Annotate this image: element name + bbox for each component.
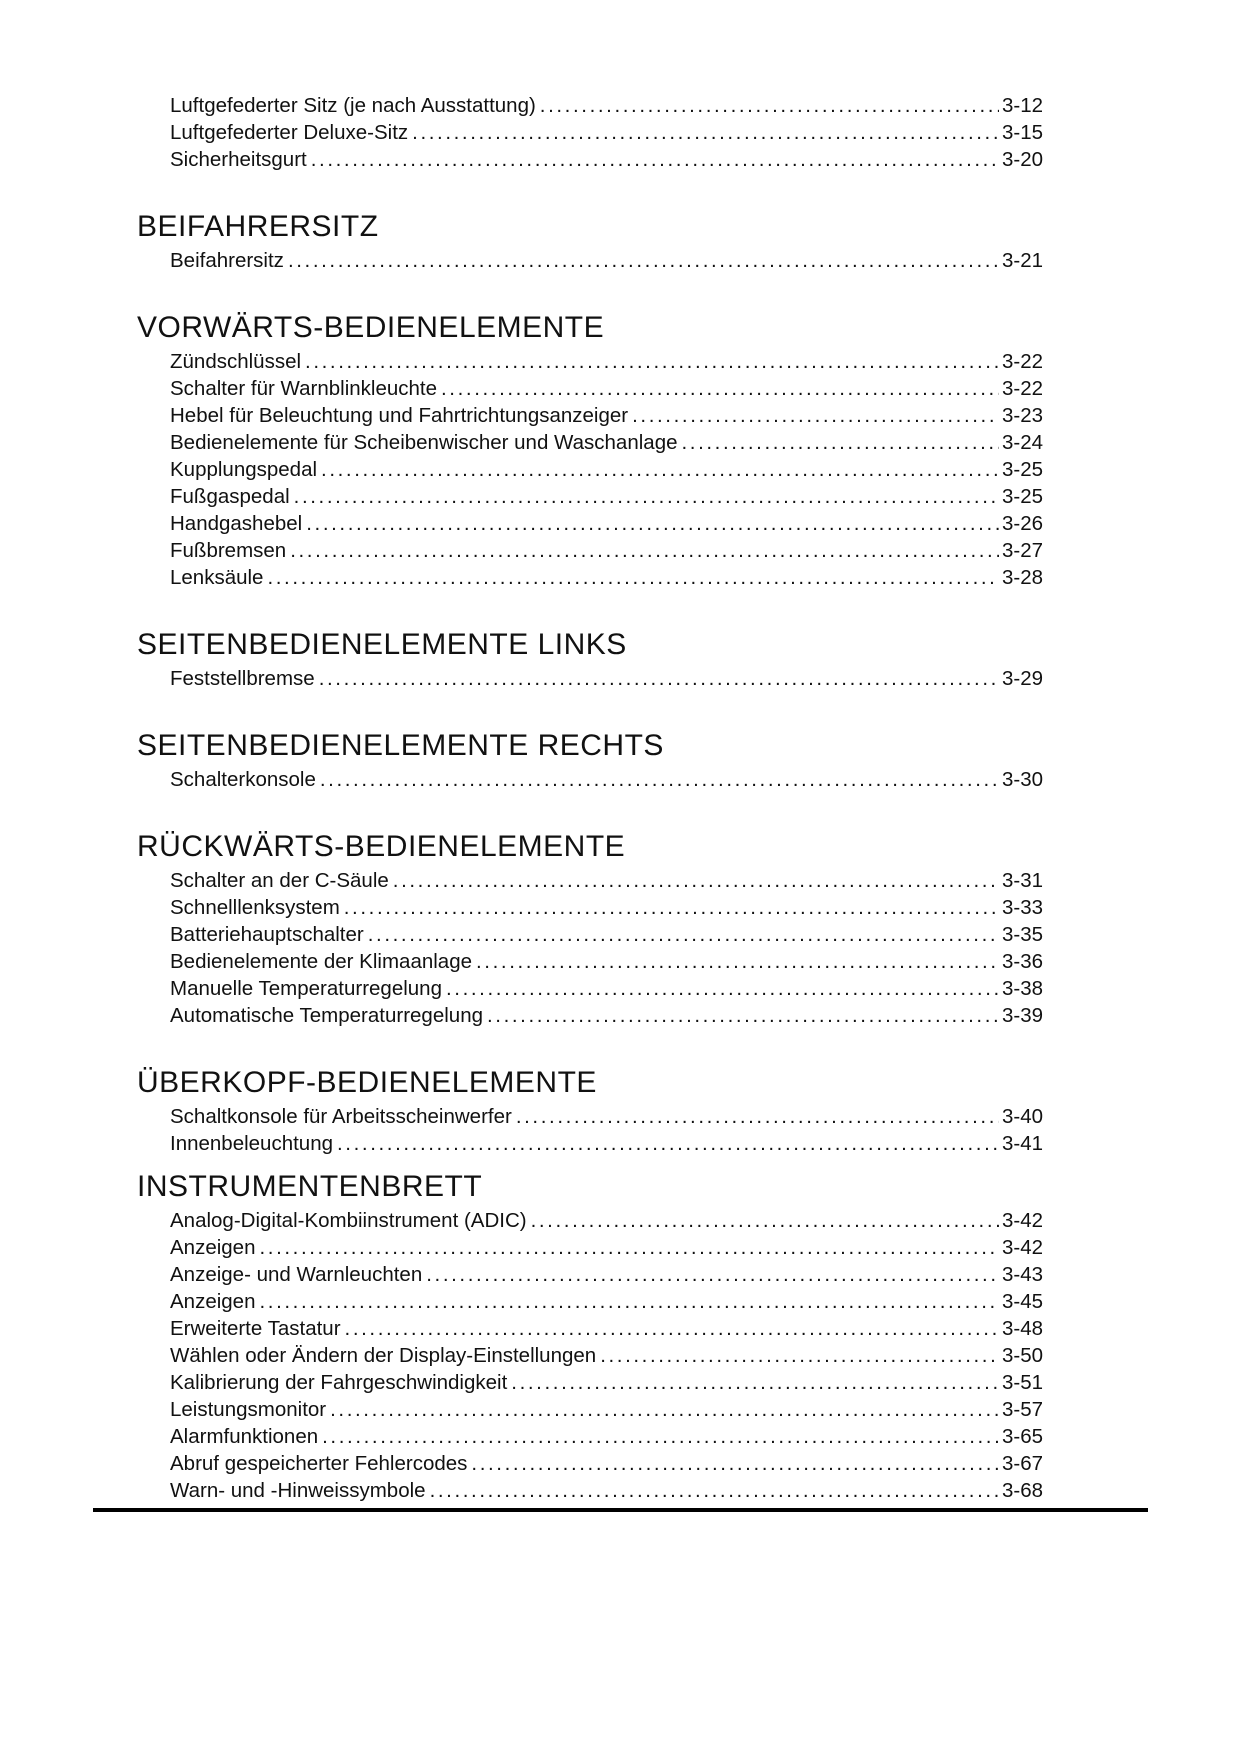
dot-leader — [294, 483, 999, 510]
dot-leader — [368, 921, 999, 948]
entry-title: Zündschlüssel — [170, 350, 302, 373]
entry-page-number: 3-20 — [1001, 148, 1043, 171]
entry-title: Anzeigen — [170, 1290, 256, 1313]
toc-entry — [137, 1288, 1043, 1315]
toc-entry — [137, 564, 1043, 591]
entry-title: Fußgaspedal — [170, 485, 290, 508]
dot-leader — [441, 375, 999, 402]
toc-entry — [137, 375, 1043, 402]
toc-entry — [137, 119, 1043, 146]
entry-title: Kalibrierung der Fahrgeschwindigkeit — [170, 1371, 508, 1394]
dot-leader — [305, 348, 999, 375]
dot-leader — [306, 510, 999, 537]
entry-page-number: 3-36 — [1001, 950, 1043, 973]
entry-page-number: 3-33 — [1001, 896, 1043, 919]
entry-page-number: 3-24 — [1001, 431, 1043, 454]
section-heading: INSTRUMENTENBRETT — [137, 1170, 483, 1203]
toc-entry — [137, 766, 1043, 793]
section-heading: ÜBERKOPF-BEDIENELEMENTE — [137, 1066, 597, 1099]
entry-title: Luftgefederter Deluxe-Sitz — [170, 121, 409, 144]
toc-section — [137, 728, 1043, 793]
entry-page-number: 3-51 — [1001, 1371, 1043, 1394]
toc-entry — [137, 456, 1043, 483]
toc-entry — [137, 146, 1043, 173]
dot-leader — [412, 119, 999, 146]
section-heading: BEIFAHRERSITZ — [137, 210, 379, 243]
toc-entry — [137, 92, 1043, 119]
toc-section — [137, 310, 1043, 591]
dot-leader — [446, 975, 999, 1002]
entry-title: Handgashebel — [170, 512, 303, 535]
entry-page-number: 3-40 — [1001, 1105, 1043, 1128]
entry-title: Kupplungspedal — [170, 458, 318, 481]
dot-leader — [290, 537, 999, 564]
entry-page-number: 3-50 — [1001, 1344, 1043, 1367]
section-heading: SEITENBEDIENELEMENTE RECHTS — [137, 729, 664, 762]
toc-entry — [137, 537, 1043, 564]
entry-page-number: 3-26 — [1001, 512, 1043, 535]
dot-leader — [319, 665, 999, 692]
entry-page-number: 3-21 — [1001, 249, 1043, 272]
entry-page-number: 3-42 — [1001, 1236, 1043, 1259]
entry-page-number: 3-68 — [1001, 1479, 1043, 1502]
entry-title: Innenbeleuchtung — [170, 1132, 334, 1155]
toc-sections — [137, 0, 1043, 1504]
dot-leader — [487, 1002, 999, 1029]
toc-section — [137, 627, 1043, 692]
dot-leader — [430, 1477, 999, 1504]
entry-title: Fußbremsen — [170, 539, 287, 562]
toc-entry — [137, 867, 1043, 894]
dot-leader — [259, 1288, 998, 1315]
entry-title: Hebel für Beleuchtung und Fahrtrichtungsanzeiger — [170, 404, 629, 427]
entry-title: Erweiterte Tastatur — [170, 1317, 341, 1340]
entry-page-number: 3-29 — [1001, 667, 1043, 690]
dot-leader — [540, 92, 999, 119]
toc-entry — [137, 1234, 1043, 1261]
dot-leader — [322, 1423, 999, 1450]
dot-leader — [288, 247, 999, 274]
dot-leader — [393, 867, 999, 894]
dot-leader — [330, 1396, 999, 1423]
entry-page-number: 3-48 — [1001, 1317, 1043, 1340]
dot-leader — [337, 1130, 999, 1157]
entry-page-number: 3-31 — [1001, 869, 1043, 892]
entry-title: Anzeigen — [170, 1236, 256, 1259]
entry-title: Manuelle Temperaturregelung — [170, 977, 442, 1000]
entry-page-number: 3-43 — [1001, 1263, 1043, 1286]
entry-page-number: 3-45 — [1001, 1290, 1043, 1313]
toc-entry — [137, 921, 1043, 948]
toc-section — [137, 1065, 1043, 1157]
entry-page-number: 3-25 — [1001, 485, 1043, 508]
toc-entry — [137, 665, 1043, 692]
toc-entry — [137, 402, 1043, 429]
toc-entry — [137, 975, 1043, 1002]
entry-title: Schalter an der C-Säule — [170, 869, 389, 892]
entry-page-number: 3-65 — [1001, 1425, 1043, 1448]
dot-leader — [511, 1369, 999, 1396]
footer-rule — [93, 1508, 1148, 1512]
section-heading: SEITENBEDIENELEMENTE LINKS — [137, 628, 627, 661]
dot-leader — [259, 1234, 998, 1261]
entry-title: Automatische Temperaturregelung — [170, 1004, 483, 1027]
entry-title: Analog-Digital-Kombiinstrument (ADIC) — [170, 1209, 527, 1232]
entry-title: Leistungsmonitor — [170, 1398, 327, 1421]
entry-page-number: 3-27 — [1001, 539, 1043, 562]
dot-leader — [320, 766, 999, 793]
entry-page-number: 3-23 — [1001, 404, 1043, 427]
entry-page-number: 3-41 — [1001, 1132, 1043, 1155]
dot-leader — [516, 1103, 999, 1130]
toc-section — [137, 1169, 1043, 1504]
toc-entry — [137, 1261, 1043, 1288]
entry-title: Schnelllenksystem — [170, 896, 340, 919]
entry-page-number: 3-12 — [1001, 94, 1043, 117]
entry-page-number: 3-25 — [1001, 458, 1043, 481]
dot-leader — [471, 1450, 999, 1477]
dot-leader — [682, 429, 999, 456]
dot-leader — [311, 146, 999, 173]
entry-title: Batteriehauptschalter — [170, 923, 364, 946]
dot-leader — [321, 456, 999, 483]
section-heading: RÜCKWÄRTS-BEDIENELEMENTE — [137, 830, 626, 863]
entry-page-number: 3-30 — [1001, 768, 1043, 791]
entry-title: Beifahrersitz — [170, 249, 284, 272]
entry-title: Lenksäule — [170, 566, 264, 589]
entry-page-number: 3-39 — [1001, 1004, 1043, 1027]
dot-leader — [267, 564, 999, 591]
entry-title: Wählen oder Ändern der Display-Einstellungen — [170, 1344, 597, 1367]
entry-title: Schalterkonsole — [170, 768, 316, 791]
entry-title: Luftgefederter Sitz (je nach Ausstattung) — [170, 94, 536, 117]
dot-leader — [531, 1207, 999, 1234]
toc-entry — [137, 1207, 1043, 1234]
toc-entry — [137, 1342, 1043, 1369]
entry-title: Bedienelemente für Scheibenwischer und Waschanlage — [170, 431, 678, 454]
dot-leader — [344, 894, 999, 921]
toc-entry — [137, 1423, 1043, 1450]
toc-entry — [137, 1130, 1043, 1157]
toc-entry — [137, 429, 1043, 456]
entry-page-number: 3-57 — [1001, 1398, 1043, 1421]
entry-title: Schaltkonsole für Arbeitsscheinwerfer — [170, 1105, 512, 1128]
toc-entry — [137, 483, 1043, 510]
toc-entry — [137, 1103, 1043, 1130]
toc-entry — [137, 1315, 1043, 1342]
entry-title: Feststellbremse — [170, 667, 315, 690]
dot-leader — [600, 1342, 999, 1369]
toc-section — [137, 92, 1043, 173]
toc-entry — [137, 1002, 1043, 1029]
dot-leader — [345, 1315, 999, 1342]
toc-section — [137, 209, 1043, 274]
entry-page-number: 3-42 — [1001, 1209, 1043, 1232]
dot-leader — [632, 402, 999, 429]
entry-page-number: 3-15 — [1001, 121, 1043, 144]
toc-entry — [137, 247, 1043, 274]
entry-title: Sicherheitsgurt — [170, 148, 307, 171]
entry-page-number: 3-38 — [1001, 977, 1043, 1000]
toc-entry — [137, 1396, 1043, 1423]
entry-title: Alarmfunktionen — [170, 1425, 319, 1448]
dot-leader — [476, 948, 999, 975]
entry-title: Anzeige- und Warnleuchten — [170, 1263, 423, 1286]
toc-entry — [137, 1477, 1043, 1504]
entry-page-number: 3-67 — [1001, 1452, 1043, 1475]
entry-title: Bedienelemente der Klimaanlage — [170, 950, 473, 973]
entry-title: Schalter für Warnblinkleuchte — [170, 377, 438, 400]
dot-leader — [426, 1261, 999, 1288]
entry-page-number: 3-35 — [1001, 923, 1043, 946]
entry-page-number: 3-28 — [1001, 566, 1043, 589]
entry-title: Warn- und -Hinweissymbole — [170, 1479, 426, 1502]
entry-title: Abruf gespeicherter Fehlercodes — [170, 1452, 468, 1475]
toc-entry — [137, 348, 1043, 375]
toc-entry — [137, 948, 1043, 975]
section-heading: VORWÄRTS-BEDIENELEMENTE — [137, 311, 605, 344]
toc-entry — [137, 894, 1043, 921]
toc-section — [137, 829, 1043, 1029]
toc-entry — [137, 1450, 1043, 1477]
toc-entry — [137, 1369, 1043, 1396]
entry-page-number: 3-22 — [1001, 377, 1043, 400]
toc-entry — [137, 510, 1043, 537]
entry-page-number: 3-22 — [1001, 350, 1043, 373]
